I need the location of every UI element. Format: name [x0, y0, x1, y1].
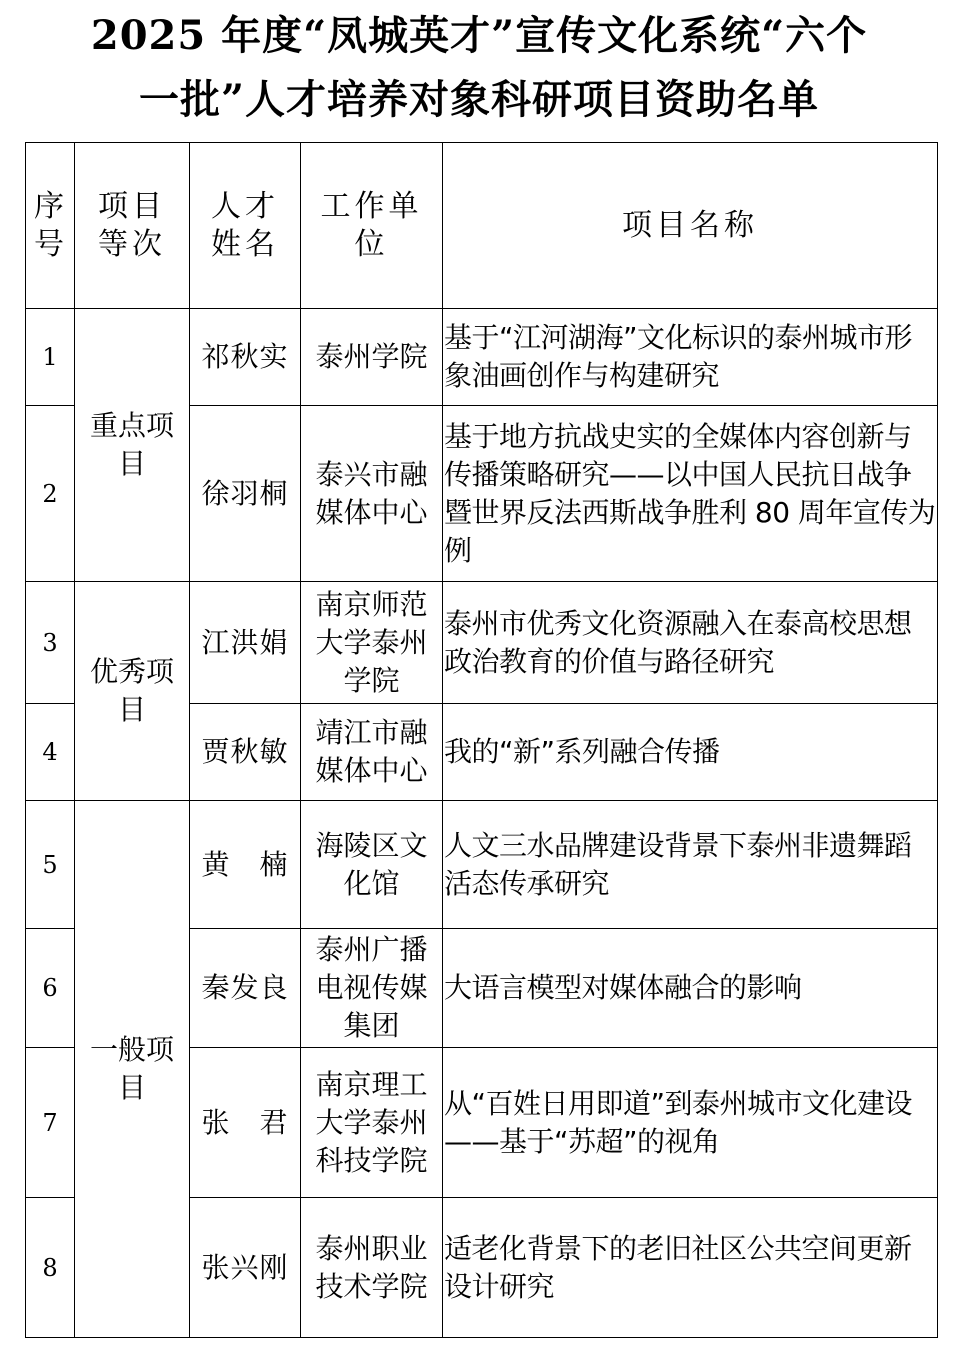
row-num: 8: [26, 1198, 75, 1338]
table-row: [26, 582, 938, 704]
row-person: 祁秋实: [190, 309, 301, 406]
funding-list-table: [25, 142, 938, 1338]
group-level-1: 重点项目: [75, 309, 190, 582]
title-line-2: 一批”人才培养对象科研项目资助名单: [138, 76, 819, 123]
row-unit: 南京理工大学泰州科技学院: [301, 1048, 443, 1198]
header-level: 项目等次: [75, 143, 190, 309]
row-unit: 海陵区文化馆: [301, 801, 443, 929]
table-header-row: [26, 143, 938, 309]
row-unit: 靖江市融媒体中心: [301, 704, 443, 801]
row-num: 5: [26, 801, 75, 929]
title-line-1: 2025 年度“凤城英才”宣传文化系统“六个: [90, 12, 868, 59]
row-person: 张 君: [190, 1048, 301, 1198]
row-project: 我的“新”系列融合传播: [443, 704, 938, 801]
row-project: 适老化背景下的老旧社区公共空间更新设计研究: [443, 1198, 938, 1338]
row-person: 徐羽桐: [190, 406, 301, 582]
group-level-3: 一般项目: [75, 801, 190, 1338]
header-person: 人才姓名: [190, 143, 301, 309]
header-unit: 工作单位: [301, 143, 443, 309]
table-row: [26, 801, 938, 929]
row-project: 泰州市优秀文化资源融入在泰高校思想政治教育的价值与路径研究: [443, 582, 938, 704]
document-title: [0, 4, 958, 132]
row-person: 张兴刚: [190, 1198, 301, 1338]
row-person: 江洪娟: [190, 582, 301, 704]
row-project: 从“百姓日用即道”到泰州城市文化建设——基于“苏超”的视角: [443, 1048, 938, 1198]
row-person: 贾秋敏: [190, 704, 301, 801]
row-person: 秦发良: [190, 929, 301, 1048]
row-unit: 泰兴市融媒体中心: [301, 406, 443, 582]
row-unit: 泰州职业技术学院: [301, 1198, 443, 1338]
row-project: 大语言模型对媒体融合的影响: [443, 929, 938, 1048]
row-num: 4: [26, 704, 75, 801]
group-level-2: 优秀项目: [75, 582, 190, 801]
row-unit: 泰州广播电视传媒集团: [301, 929, 443, 1048]
row-num: 6: [26, 929, 75, 1048]
row-project: 基于“江河湖海”文化标识的泰州城市形象油画创作与构建研究: [443, 309, 938, 406]
row-project: 基于地方抗战史实的全媒体内容创新与传播策略研究——以中国人民抗日战争暨世界反法西斯战争胜利 80 周年宣传为例: [443, 406, 938, 582]
row-num: 7: [26, 1048, 75, 1198]
row-num: 2: [26, 406, 75, 582]
row-unit: 泰州学院: [301, 309, 443, 406]
row-num: 3: [26, 582, 75, 704]
row-num: 1: [26, 309, 75, 406]
row-project: 人文三水品牌建设背景下泰州非遗舞蹈活态传承研究: [443, 801, 938, 929]
table-row: [26, 309, 938, 406]
row-person: 黄 楠: [190, 801, 301, 929]
header-num: 序号: [26, 143, 75, 309]
header-project: 项目名称: [443, 143, 938, 309]
row-unit: 南京师范大学泰州学院: [301, 582, 443, 704]
